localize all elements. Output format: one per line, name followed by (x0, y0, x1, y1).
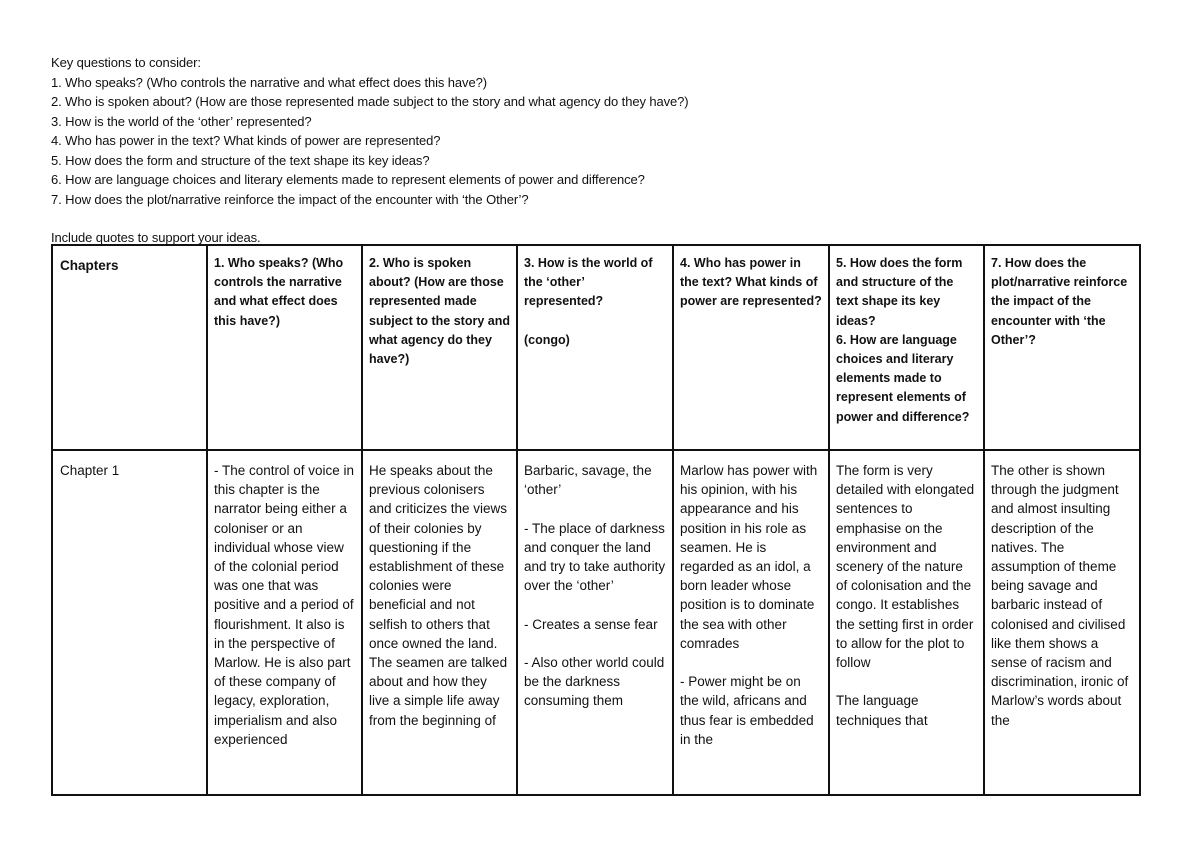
header-plot-narrative: 7. How does the plot/narrative reinforce the impact of the encounter with ‘the Other’? (984, 245, 1140, 450)
spacer (51, 209, 1151, 228)
cell-chapter-label[interactable]: Chapter 1 (52, 450, 207, 795)
instruction-text: Include quotes to support your ideas. (51, 230, 261, 245)
header-who-speaks: 1. Who speaks? (Who controls the narrative and what effect does this have?) (207, 245, 362, 450)
table-header-row (52, 245, 1140, 450)
cell-text: - Creates a sense fear (524, 616, 658, 632)
cell-who-has-power[interactable] (673, 450, 829, 795)
cell-text: Marlow has power with his opinion, with his appearance and his position in his role as seamen. He is regarded as an idol, a born leader whose position is to dominate the sea with other comrades (680, 463, 818, 651)
spacer (524, 634, 666, 653)
cell-text: - Power might be on the wild, africans and thus fear is embedded in the (680, 674, 814, 747)
question-5: 5. How does the form and structure of the text shape its key ideas? (51, 152, 430, 168)
cell-text: - Also other world could be the darkness consuming them (524, 654, 665, 709)
spacer (680, 653, 822, 672)
header-language-choices: 6. How are language choices and literary elements made to represent elements of power and difference? (836, 332, 970, 424)
cell-text: The language techniques that (836, 693, 928, 728)
cell-who-spoken-about[interactable]: He speaks about the previous colonisers and criticizes the views of their colonies by questioning if the establishment of these colonies were beneficial and not selfish to others that once owned the land. The seamen are talked about and how they live a simple life away from the beginning of (362, 450, 517, 795)
cell-form-and-language[interactable] (829, 450, 984, 795)
header-world-of-other-note: (congo) (524, 332, 570, 347)
header-who-has-power: 4. Who has power in the text? What kinds of power are represented? (673, 245, 829, 450)
question-7: 7. How does the plot/narrative reinforce the impact of the encounter with ‘the Other’? (51, 191, 529, 207)
analysis-table (51, 244, 1141, 796)
spacer (524, 595, 666, 614)
spacer (524, 312, 666, 331)
question-2: 2. Who is spoken about? (How are those represented made subject to the story and what agency do they have?) (51, 94, 689, 109)
header-form-structure: 5. How does the form and structure of the text shape its key ideas? (836, 256, 963, 328)
header-world-of-other (517, 245, 673, 450)
key-questions-section (51, 53, 1151, 248)
spacer (524, 499, 666, 518)
header-who-spoken-about: 2. Who is spoken about? (How are those represented made subject to the story and what agency do they have?) (362, 245, 517, 450)
header-chapters: Chapters (52, 245, 207, 450)
key-questions-heading: Key questions to consider: (51, 55, 201, 70)
spacer (836, 672, 977, 691)
question-6: 6. How are language choices and literary elements made to represent elements of power and difference? (51, 172, 645, 187)
header-world-of-other-question: 3. How is the world of the ‘other’ represented? (524, 256, 653, 309)
cell-world-of-other[interactable] (517, 450, 673, 795)
question-4: 4. Who has power in the text? What kinds of power are represented? (51, 133, 441, 148)
question-3: 3. How is the world of the ‘other’ represented? (51, 113, 312, 129)
cell-who-speaks[interactable]: - The control of voice in this chapter is the narrator being either a coloniser or an individual whose view of the colonial period was one that was positive and a period of flourishment. It also is in the perspective of Marlow. He is also part of these company of legacy, exploration, imperialism and also experienced (207, 450, 362, 795)
table-row (52, 450, 1140, 795)
cell-text: Barbaric, savage, the ‘other’ (524, 463, 652, 498)
cell-text: The form is very detailed with elongated sentences to emphasise on the environment and scenery of the nature of colonisation and the congo. It establishes the setting first in order to allow for the plot to follow (836, 463, 975, 671)
header-form-and-language (829, 245, 984, 450)
cell-plot-narrative[interactable]: The other is shown through the judgment and almost insulting description of the natives. The assumption of theme being savage and barbaric instead of colonised and civilised like them shows a sense of racism and discrimination, ironic of Marlow’s words about the (984, 450, 1140, 795)
question-1: 1. Who speaks? (Who controls the narrative and what effect does this have?) (51, 74, 487, 90)
cell-text: - The place of darkness and conquer the land and try to take authority over the ‘other’ (524, 520, 666, 594)
